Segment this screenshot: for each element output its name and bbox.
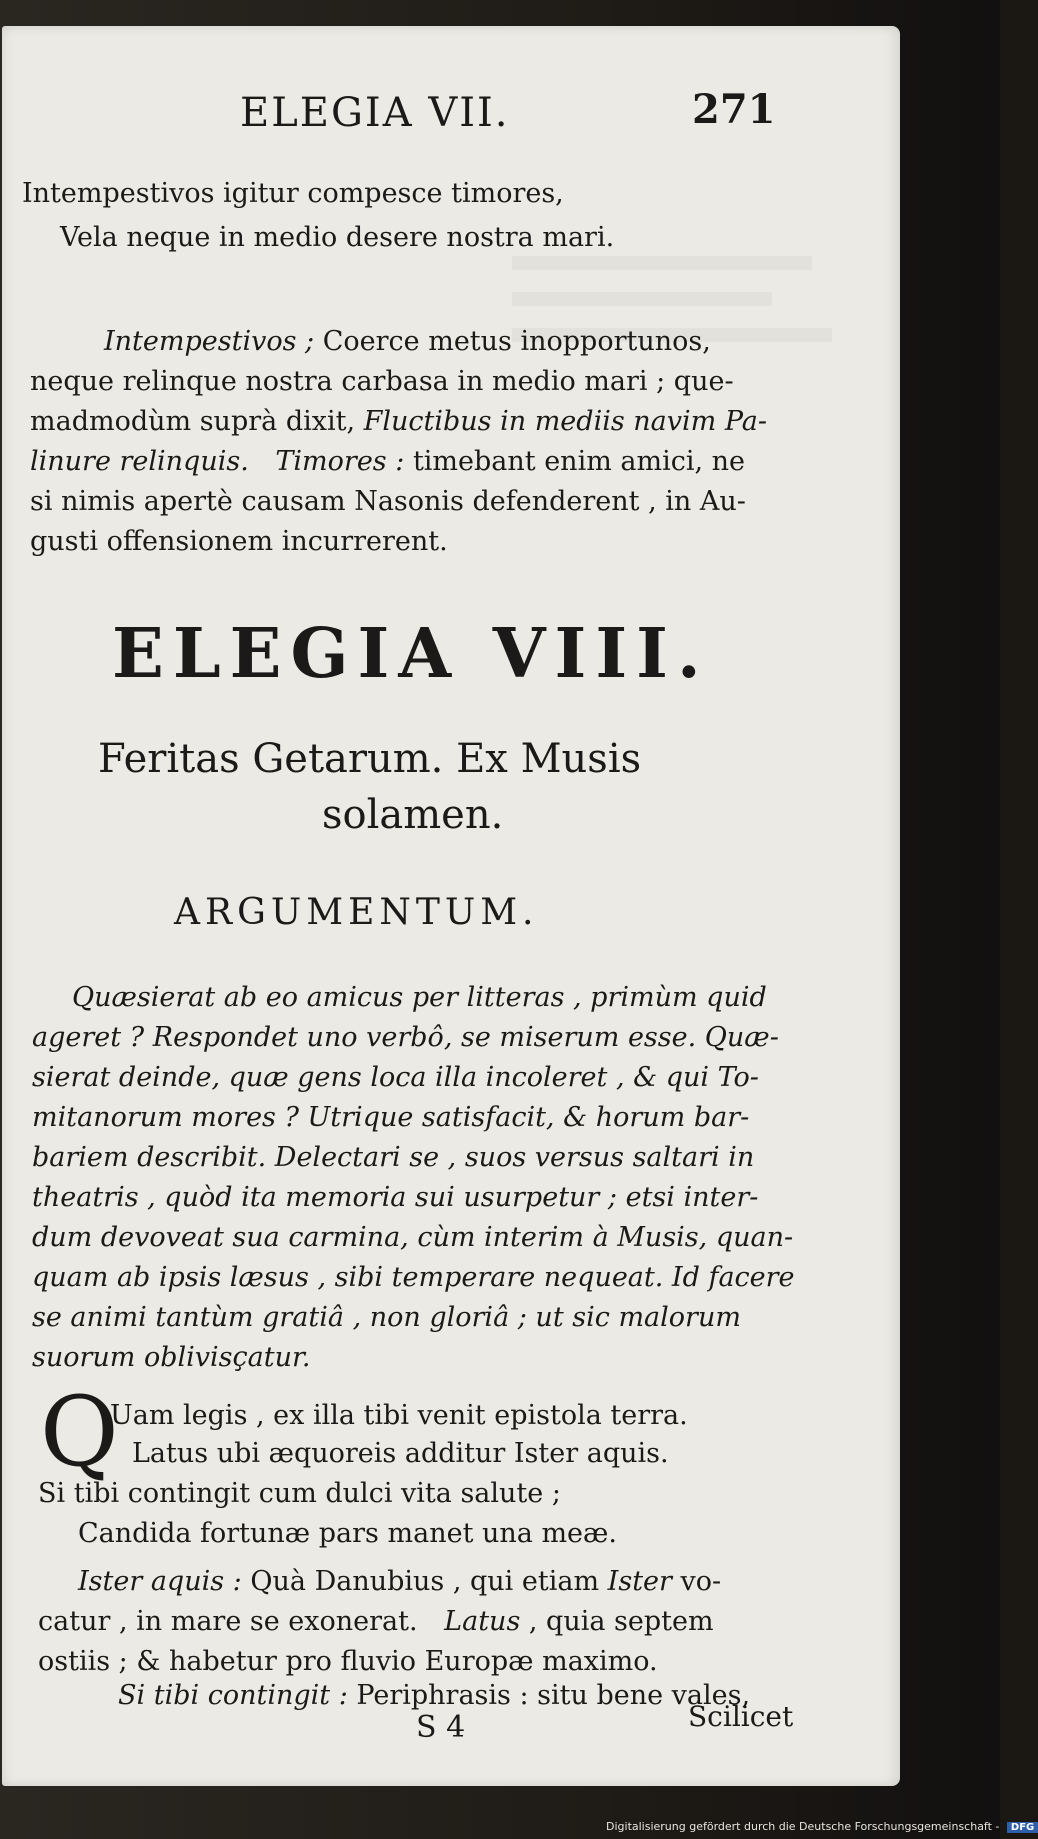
argumentum-line: theatris , quòd ita memoria sui usurpetur ; etsi inter- bbox=[32, 1182, 759, 1213]
lemma: Intempestivos ; bbox=[104, 326, 315, 357]
argumentum-line: Quæsierat ab eo amicus per litteras , primùm quid bbox=[72, 982, 767, 1013]
commentary-line: ostiis ; & habetur pro fluvio Europæ maximo. bbox=[38, 1646, 658, 1677]
argumentum-line: ageret ? Respondet uno verbô, se miserum esse. Quæ- bbox=[32, 1022, 779, 1053]
elegy-title: ELEGIA VIII. bbox=[112, 614, 710, 694]
verse-line: Si tibi contingit cum dulci vita salute ; bbox=[38, 1478, 561, 1509]
drop-cap: Q bbox=[40, 1376, 119, 1488]
page-number: 271 bbox=[692, 86, 776, 133]
signature-mark: S 4 bbox=[416, 1710, 466, 1745]
commentary-line bbox=[78, 1566, 721, 1597]
argumentum-line: mitanorum mores ? Utrique satisfacit, & horum bar- bbox=[32, 1102, 750, 1133]
lemma: Ister aquis : bbox=[78, 1566, 242, 1597]
argumentum-heading: ARGUMENTUM. bbox=[174, 892, 539, 933]
commentary-line bbox=[118, 1680, 750, 1711]
quotation: Ister bbox=[607, 1566, 672, 1597]
commentary-line bbox=[30, 446, 745, 477]
commentary-text: Coerce metus inopportunos, bbox=[322, 326, 711, 357]
commentary-text: Periphrasis : situ bene vales, bbox=[356, 1680, 751, 1711]
verse-line: Vela neque in medio desere nostra mari. bbox=[60, 222, 615, 253]
verse-line: Latus ubi æquoreis additur Ister aquis. bbox=[132, 1438, 669, 1469]
verse-line: Candida fortunæ pars manet una meæ. bbox=[78, 1518, 617, 1549]
commentary-line: gusti offensionem incurrerent. bbox=[30, 526, 448, 557]
commentary-line bbox=[104, 326, 711, 357]
commentary-text: madmodùm suprà dixit, bbox=[30, 406, 356, 437]
verse-line: Intempestivos igitur compesce timores, bbox=[22, 178, 564, 209]
quotation: Fluctibus in mediis navim Pa- bbox=[363, 406, 768, 437]
quotation: linure relinquis. bbox=[30, 446, 249, 477]
elegy-subtitle: solamen. bbox=[322, 792, 504, 838]
commentary-line bbox=[30, 406, 767, 437]
commentary-text: timebant enim amici, ne bbox=[412, 446, 746, 477]
digitization-credit bbox=[606, 1820, 1038, 1833]
argumentum-line: sierat deinde, quæ gens loca illa incoleret , & qui To- bbox=[32, 1062, 759, 1093]
running-title: ELEGIA VII. bbox=[240, 90, 510, 136]
lemma: Si tibi contingit : bbox=[118, 1680, 348, 1711]
argumentum-line: quam ab ipsis læsus , sibi temperare nequeat. Id facere bbox=[32, 1262, 795, 1293]
argumentum-line: suorum oblivisçatur. bbox=[32, 1342, 311, 1373]
lemma: Timores : bbox=[275, 446, 405, 477]
dfg-logo-icon: DFG bbox=[1007, 1822, 1038, 1833]
argumentum-line: se animi tantùm gratiâ , non gloriâ ; ut sic malorum bbox=[32, 1302, 741, 1333]
digitization-text: Digitalisierung gefördert durch die Deutsche Forschungsgemeinschaft - bbox=[606, 1820, 1000, 1833]
catchword: Scilicet bbox=[688, 1700, 794, 1733]
quotation: Latus bbox=[444, 1606, 521, 1637]
commentary-line: neque relinque nostra carbasa in medio mari ; que- bbox=[30, 366, 734, 397]
verse-line: Uam legis , ex illa tibi venit epistola terra. bbox=[110, 1400, 688, 1431]
elegy-subtitle: Feritas Getarum. Ex Musis bbox=[98, 736, 642, 782]
commentary-text: vo- bbox=[680, 1566, 722, 1597]
commentary-text: catur , in mare se exonerat. bbox=[38, 1606, 418, 1637]
argumentum-line: dum devoveat sua carmina, cùm interim à Musis, quan- bbox=[32, 1222, 794, 1253]
commentary-line bbox=[38, 1606, 714, 1637]
argumentum-line: bariem describit. Delectari se , suos versus saltari in bbox=[32, 1142, 755, 1173]
commentary-line: si nimis apertè causam Nasonis defenderent , in Au- bbox=[30, 486, 746, 517]
commentary-text: Quà Danubius , qui etiam bbox=[250, 1566, 600, 1597]
book-page bbox=[2, 26, 900, 1786]
commentary-text: , quia septem bbox=[528, 1606, 714, 1637]
